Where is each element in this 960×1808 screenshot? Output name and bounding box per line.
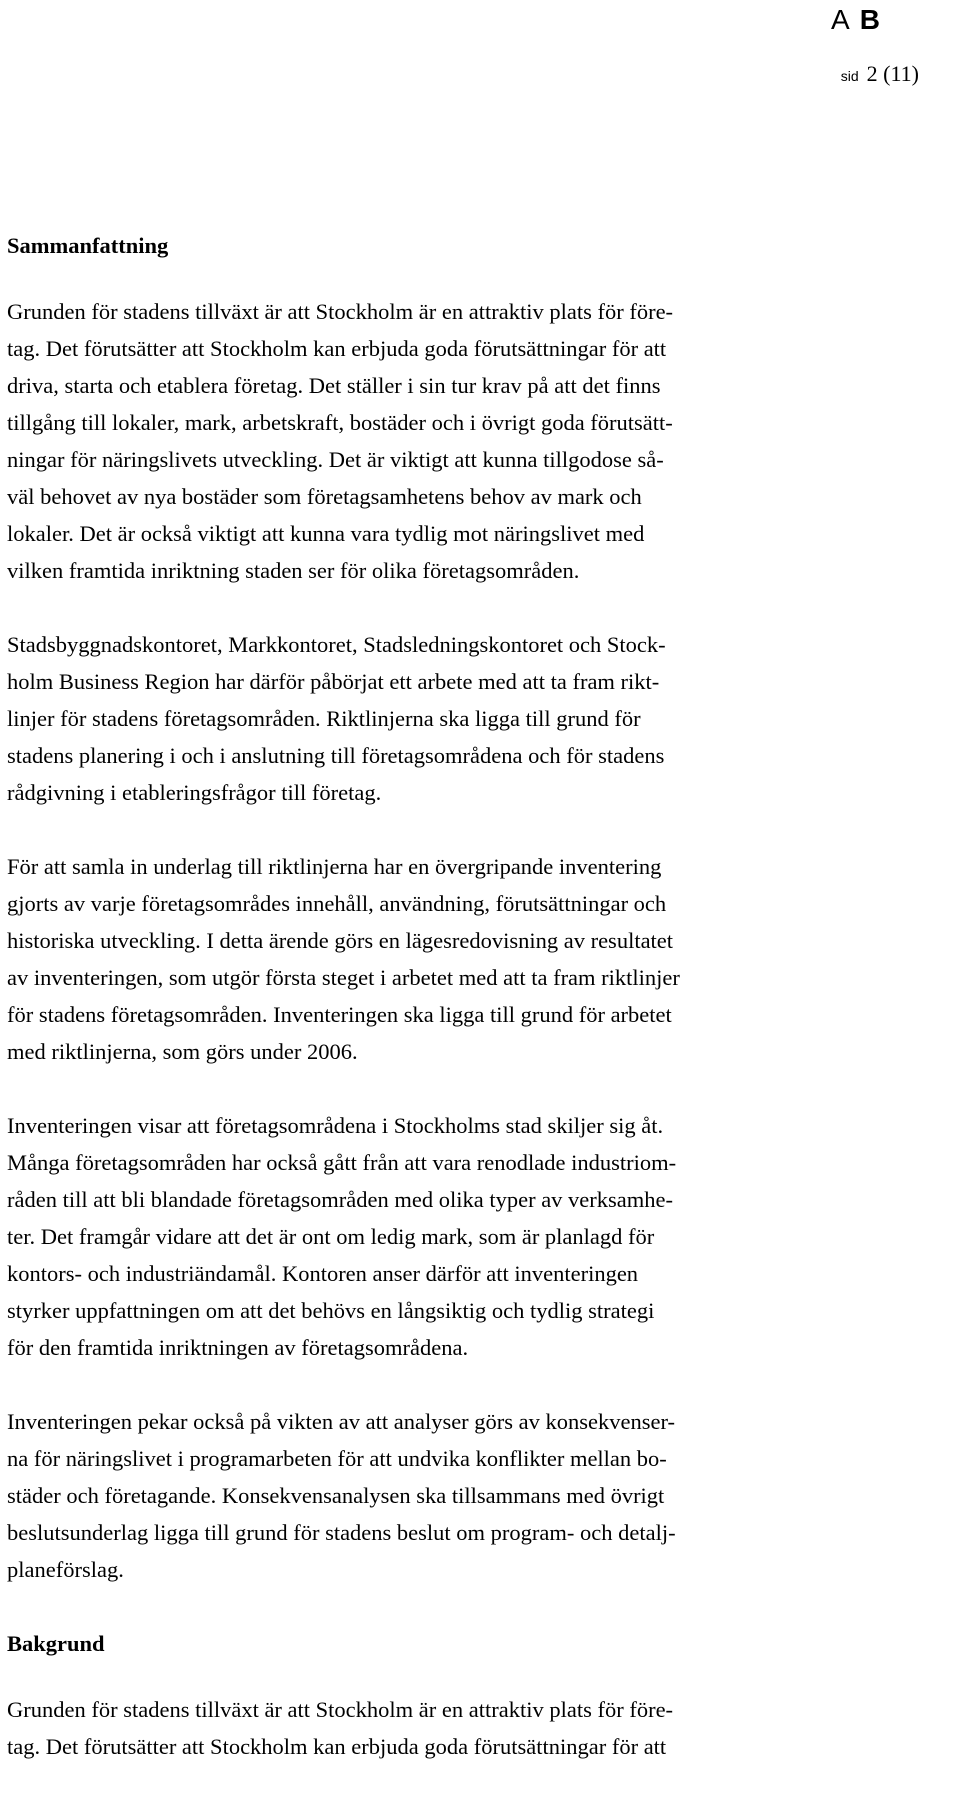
text-line: för stadens företagsområden. Inventeringen ska ligga till grund för arbetet: [7, 1002, 672, 1027]
text-line: vilken framtida inriktning staden ser för olika företagsområden.: [7, 558, 580, 583]
text-line: Många företagsområden har också gått från att vara renodlade industriom-: [7, 1150, 677, 1175]
text-line: Grunden för stadens tillväxt är att Stockholm är en attraktiv plats för före-: [7, 1697, 674, 1722]
text-line: för den framtida inriktningen av företagsområdena.: [7, 1335, 469, 1360]
body-paragraph: [7, 626, 912, 811]
document-body: [7, 227, 912, 1765]
text-line: råden till att bli blandade företagsområden med olika typer av verksamhe-: [7, 1187, 674, 1212]
text-line: Inventeringen pekar också på vikten av att analyser görs av konsekvenser-: [7, 1409, 676, 1434]
text-line: För att samla in underlag till riktlinjerna har en övergripande inventering: [7, 854, 662, 879]
text-line: holm Business Region har därför påbörjat ett arbete med att ta fram rikt-: [7, 669, 660, 694]
text-line: driva, starta och etablera företag. Det ställer i sin tur krav på att det finns: [7, 373, 661, 398]
text-line: planeförslag.: [7, 1557, 124, 1582]
text-line: styrker uppfattningen om att det behövs en långsiktig och tydlig strategi: [7, 1298, 655, 1323]
text-line: ter. Det framgår vidare att det är ont om ledig mark, som är planlagd för: [7, 1224, 655, 1249]
organization-logo: [831, 2, 882, 38]
section-heading-background: Bakgrund: [7, 1631, 105, 1656]
text-line: städer och företagande. Konsekvensanalysen ska tillsammans med övrigt: [7, 1483, 665, 1508]
text-line: linjer för stadens företagsområden. Riktlinjerna ska ligga till grund för: [7, 706, 641, 731]
text-line: Stadsbyggnadskontoret, Markkontoret, Stadsledningskontoret och Stock-: [7, 632, 666, 657]
text-line: Inventeringen visar att företagsområdena i Stockholms stad skiljer sig åt.: [7, 1113, 664, 1138]
page-count: 2 (11): [866, 61, 919, 86]
text-line: stadens planering i och i anslutning till företagsområdena och för stadens: [7, 743, 665, 768]
text-line: lokaler. Det är också viktigt att kunna vara tydlig mot näringslivet med: [7, 521, 645, 546]
page-number: [841, 60, 919, 90]
text-line: tag. Det förutsätter att Stockholm kan erbjuda goda förutsättningar för att: [7, 336, 667, 361]
text-line: ningar för näringslivets utveckling. Det är viktigt att kunna tillgodose så-: [7, 447, 664, 472]
body-paragraph: [7, 1107, 912, 1366]
body-paragraph: [7, 1403, 912, 1588]
page-label: sid: [840, 68, 859, 84]
text-line: väl behovet av nya bostäder som företagsamhetens behov av mark och: [7, 484, 642, 509]
text-line: beslutsunderlag ligga till grund för stadens beslut om program- och detalj-: [7, 1520, 676, 1545]
section-heading-summary: Sammanfattning: [7, 233, 169, 258]
text-line: gjorts av varje företagsområdes innehåll, användning, förutsättningar och: [7, 891, 667, 916]
text-line: Grunden för stadens tillväxt är att Stockholm är en attraktiv plats för före-: [7, 299, 674, 324]
logo-letter-a: A: [831, 4, 852, 35]
text-line: historiska utveckling. I detta ärende görs en lägesredovisning av resultatet: [7, 928, 674, 953]
text-line: med riktlinjerna, som görs under 2006.: [7, 1039, 358, 1064]
body-paragraph: [7, 1691, 912, 1765]
logo-letter-b: B: [859, 4, 882, 35]
text-line: rådgivning i etableringsfrågor till företag.: [7, 780, 382, 805]
text-line: kontors- och industriändamål. Kontoren anser därför att inventeringen: [7, 1261, 639, 1286]
text-line: na för näringslivet i programarbeten för att undvika konflikter mellan bo-: [7, 1446, 667, 1471]
body-paragraph: [7, 293, 912, 589]
text-line: av inventeringen, som utgör första steget i arbetet med att ta fram riktlinjer: [7, 965, 680, 990]
text-line: tillgång till lokaler, mark, arbetskraft, bostäder och i övrigt goda förutsätt-: [7, 410, 673, 435]
text-line: tag. Det förutsätter att Stockholm kan erbjuda goda förutsättningar för att: [7, 1734, 667, 1759]
summary-section: [7, 293, 912, 1588]
background-section: [7, 1691, 912, 1765]
body-paragraph: [7, 848, 912, 1070]
